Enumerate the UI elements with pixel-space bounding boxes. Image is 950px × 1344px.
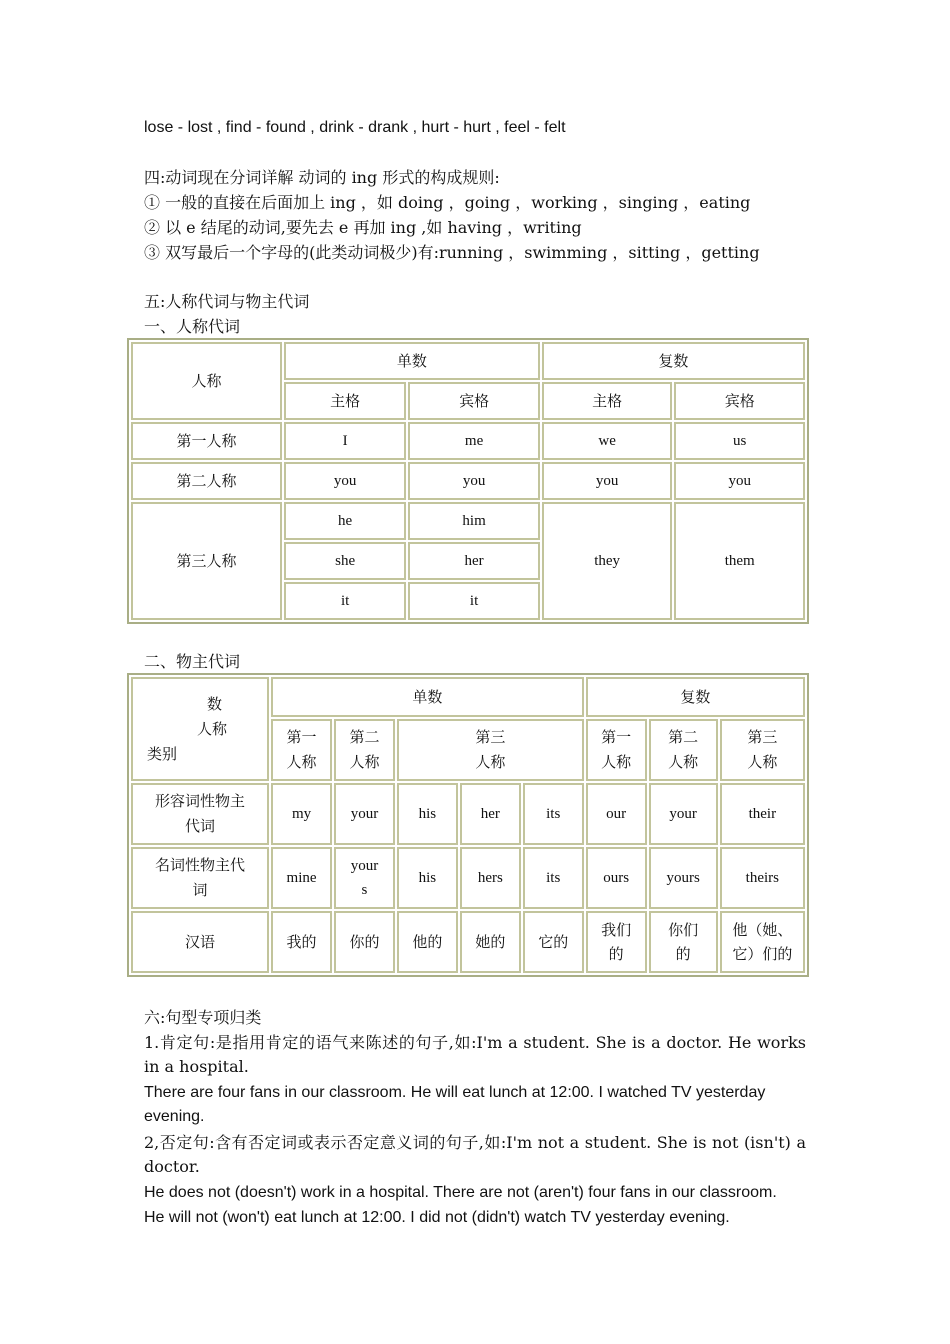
- personal-pronouns-subheading: 一、人称代词: [144, 317, 241, 336]
- cell: 你的: [334, 911, 395, 973]
- cell: theirs: [720, 847, 805, 909]
- section6-heading: 六:句型专项归类: [144, 1008, 262, 1027]
- header-person: 第一 人称: [271, 719, 332, 781]
- header-singular: 单数: [271, 677, 584, 717]
- cell: you: [674, 462, 805, 500]
- cell: mine: [271, 847, 332, 909]
- rule-1: ① 一般的直接在后面加上 ing ，如 doing ，going ，working ，singing ，eating: [144, 193, 751, 212]
- cell: you: [408, 462, 540, 500]
- header-subject: 主格: [542, 382, 673, 420]
- header-plural: 复数: [542, 342, 805, 380]
- cell: hers: [460, 847, 521, 909]
- header-singular: 单数: [284, 342, 540, 380]
- cell: my: [271, 783, 332, 845]
- row-label: 汉语: [131, 911, 269, 973]
- cell: 我的: [271, 911, 332, 973]
- cell: 它的: [523, 911, 584, 973]
- cell: your: [649, 783, 718, 845]
- cell: 她的: [460, 911, 521, 973]
- cell: its: [523, 847, 584, 909]
- row-label: 形容词性物主 代词: [131, 783, 269, 845]
- cell: us: [674, 422, 805, 460]
- cell: you: [284, 462, 406, 500]
- header-person: 第三 人称: [720, 719, 805, 781]
- header-person: 第一 人称: [586, 719, 647, 781]
- table-row: [131, 462, 805, 500]
- cell: him: [408, 502, 540, 540]
- possessive-pronouns-subheading: 二、物主代词: [144, 652, 241, 671]
- header-subject: 主格: [284, 382, 406, 420]
- cell: its: [523, 783, 584, 845]
- cell: 他的: [397, 911, 458, 973]
- section5-heading: 五:人称代词与物主代词: [144, 292, 310, 311]
- row-label: 第二人称: [131, 462, 282, 500]
- cell: me: [408, 422, 540, 460]
- header-corner: 数 人称 类别: [131, 677, 269, 781]
- rule-2: ② 以 e 结尾的动词,要先去 e 再加 ing ,如 having ，writing: [144, 218, 582, 237]
- cell: it: [284, 582, 406, 620]
- possessive-pronoun-table: [127, 673, 809, 977]
- cell: you: [542, 462, 673, 500]
- intro-line: lose - lost , find - found , drink - drank , hurt - hurt , feel - felt: [144, 119, 566, 136]
- cell: them: [674, 502, 805, 620]
- header-object: 宾格: [674, 382, 805, 420]
- cell: 他（她、 它）们的: [720, 911, 805, 973]
- cell: I: [284, 422, 406, 460]
- cell: 我们 的: [586, 911, 647, 973]
- cell: he: [284, 502, 406, 540]
- cell: our: [586, 783, 647, 845]
- paragraph-affirmative: 1.肯定句:是指用肯定的语气来陈述的句子,如:I'm a student. She is a doctor. He works in a hospital.: [144, 1033, 806, 1076]
- cell: her: [460, 783, 521, 845]
- cell: ours: [586, 847, 647, 909]
- rule-3: ③ 双写最后一个字母的(此类动词极少)有:running ，swimming ，sitting ，getting: [144, 243, 760, 262]
- cell: yours: [649, 847, 718, 909]
- personal-pronoun-table: [127, 338, 809, 624]
- paragraph-negative-examples-1: He does not (doesn't) work in a hospital. There are not (aren't) four fans in our classroom.: [144, 1184, 777, 1201]
- cell: we: [542, 422, 673, 460]
- header-person: 人称: [131, 342, 282, 420]
- header-object: 宾格: [408, 382, 540, 420]
- cell: she: [284, 542, 406, 580]
- cell: your s: [334, 847, 395, 909]
- paragraph-affirmative-examples: There are four fans in our classroom. He will eat lunch at 12:00. I watched TV yesterday evening.: [144, 1084, 766, 1125]
- paragraph-negative: 2,否定句:含有否定词或表示否定意义词的句子,如:I'm not a student. She is not (isn't) a doctor.: [144, 1133, 806, 1176]
- row-label: 名词性物主代 词: [131, 847, 269, 909]
- header-plural: 复数: [586, 677, 805, 717]
- row-label: 第三人称: [131, 502, 282, 620]
- header-person: 第三 人称: [397, 719, 584, 781]
- section4-heading: 四:动词现在分词详解 动词的 ing 形式的构成规则:: [144, 168, 500, 187]
- cell: their: [720, 783, 805, 845]
- cell: his: [397, 847, 458, 909]
- table-row: [131, 422, 805, 460]
- cell: her: [408, 542, 540, 580]
- table-row: [131, 783, 805, 845]
- header-person: 第二 人称: [649, 719, 718, 781]
- cell: 你们 的: [649, 911, 718, 973]
- row-label: 第一人称: [131, 422, 282, 460]
- header-person: 第二 人称: [334, 719, 395, 781]
- cell: your: [334, 783, 395, 845]
- table-row: [131, 502, 805, 540]
- cell: it: [408, 582, 540, 620]
- table-row: [131, 911, 805, 973]
- table-row: [131, 847, 805, 909]
- cell: they: [542, 502, 673, 620]
- paragraph-negative-examples-2: He will not (won't) eat lunch at 12:00. I did not (didn't) watch TV yesterday evening.: [144, 1209, 730, 1226]
- cell: his: [397, 783, 458, 845]
